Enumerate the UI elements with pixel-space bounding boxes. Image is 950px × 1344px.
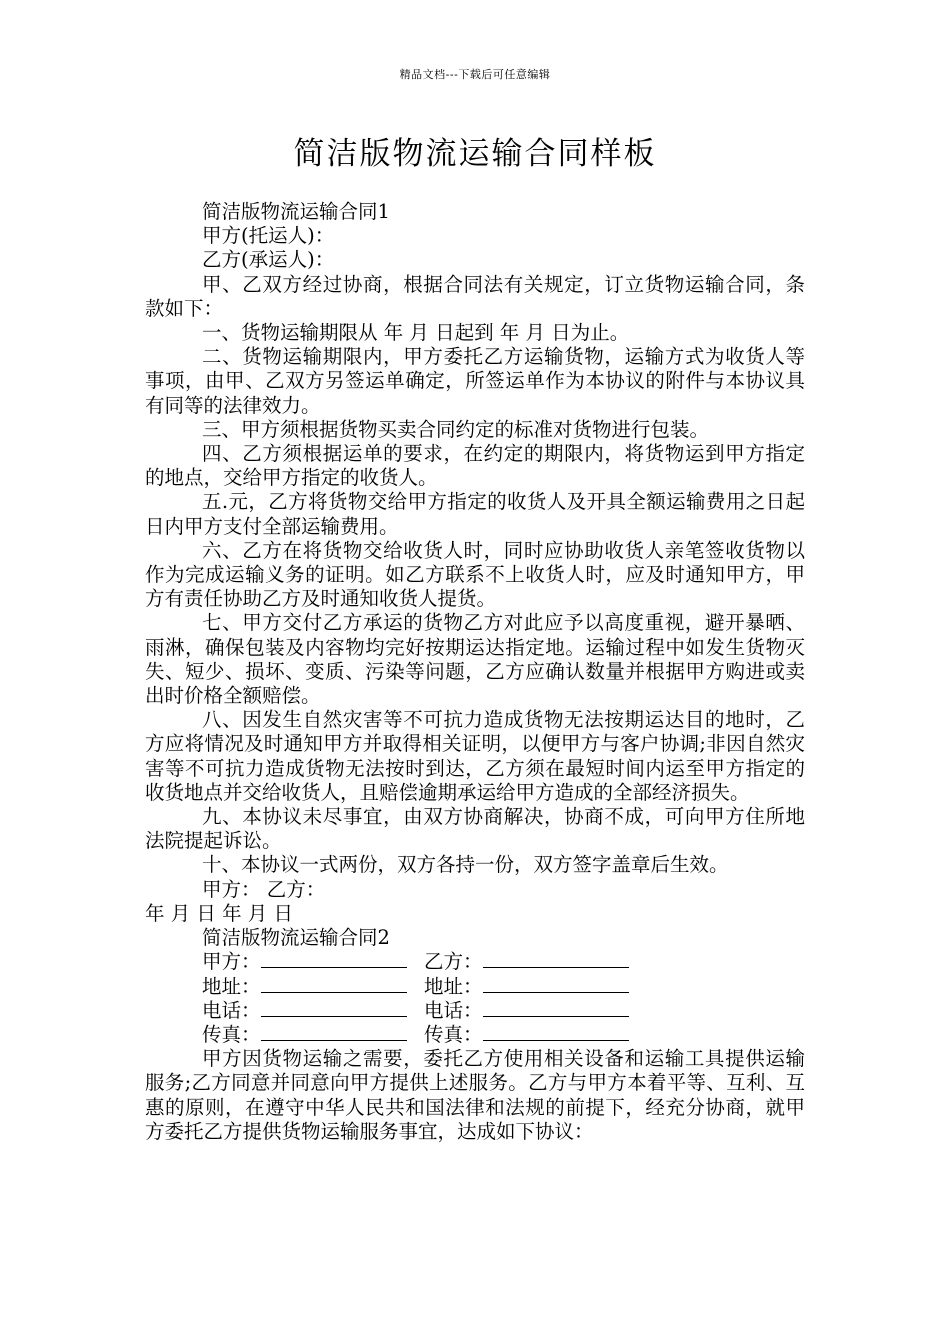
clause-2: 二、货物运输期限内，甲方委托乙方运输货物，运输方式为收货人等事项，由甲、乙双方另签运单确定，所签运单作为本协议的附件与本协议具有同等的法律效力。	[145, 345, 805, 417]
field-row-fax	[145, 1023, 805, 1047]
contract1-party-b: 乙方(承运人)：	[202, 248, 335, 272]
clause-3: 三、甲方须根据货物买卖合同约定的标准对货物进行包装。	[202, 417, 710, 441]
field-label-address-b: 地址：	[424, 974, 483, 998]
document-title: 简洁版物流运输合同样板	[293, 136, 657, 172]
contract1-heading: 简洁版物流运输合同1	[202, 200, 390, 223]
clause-8: 八、因发生自然灾害等不可抗力造成货物无法按期运达目的地时，乙方应将情况及时通知甲方并取得相关证明，以便甲方与客户协调;非因自然灾害等不可抗力造成货物无法按时到达，乙方须在最短时间内运至甲方指定的收货地点并交给收货人，且赔偿逾期承运给甲方造成的全部经济损失。	[145, 708, 805, 804]
field-row-phone	[145, 999, 805, 1023]
field-label-phone-b: 电话：	[424, 998, 483, 1022]
clause-5: 五.元，乙方将货物交给甲方指定的收货人及开具全额运输费用之日起 日内甲方支付全部运输费用。	[145, 490, 805, 538]
contract1-intro: 甲、乙双方经过协商，根据合同法有关规定，订立货物运输合同，条款如下：	[145, 272, 805, 320]
field-label-fax-a: 传真：	[202, 1022, 261, 1046]
field-label-party-a: 甲方：	[202, 950, 261, 974]
field-label-phone-a: 电话：	[202, 998, 261, 1022]
field-row-address	[145, 975, 805, 999]
clause-4: 四、乙方须根据运单的要求，在约定的期限内，将货物运到甲方指定的地点，交给甲方指定的收货人。	[145, 442, 805, 490]
blank-line	[483, 1024, 629, 1041]
clause-9: 九、本协议未尽事宜，由双方协商解决，协商不成，可向甲方住所地法院提起诉讼。	[145, 805, 805, 853]
field-label-fax-b: 传真：	[424, 1022, 483, 1046]
blank-line	[483, 951, 629, 968]
blank-line	[261, 1024, 407, 1041]
clause-7: 七、甲方交付乙方承运的货物乙方对此应予以高度重视，避开暴晒、雨淋，确保包装及内容物均完好按期运达指定地。运输过程中如发生货物灭失、短少、损坏、变质、污染等问题，乙方应确认数量并根据甲方购进或卖出时价格全额赔偿。	[145, 611, 805, 708]
field-row-party	[145, 950, 805, 974]
blank-line	[483, 976, 629, 993]
date-line: 年 月 日 年 月 日	[145, 901, 293, 925]
blank-line	[261, 976, 407, 993]
blank-line	[261, 1000, 407, 1017]
clause-10: 十、本协议一式两份，双方各持一份，双方签字盖章后生效。	[202, 853, 729, 877]
clause-6: 六、乙方在将货物交给收货人时，同时应协助收货人亲笔签收货物以作为完成运输义务的证明。如乙方联系不上收货人时，应及时通知甲方，甲方有责任协助乙方及时通知收货人提货。	[145, 538, 805, 611]
field-label-party-b: 乙方：	[424, 950, 483, 974]
signature-line: 甲方： 乙方：	[202, 877, 326, 901]
contract2-heading: 简洁版物流运输合同2	[202, 926, 390, 950]
header-note: 精品文档---下载后可任意编辑	[399, 68, 551, 81]
clause-1: 一、货物运输期限从 年 月 日起到 年 月 日为止。	[202, 321, 630, 345]
blank-line	[483, 1000, 629, 1017]
contract1-party-a: 甲方(托运人)：	[202, 224, 335, 248]
field-label-address-a: 地址：	[202, 974, 261, 998]
document-body	[145, 200, 805, 1144]
blank-line	[261, 951, 407, 968]
contract2-intro: 甲方因货物运输之需要，委托乙方使用相关设备和运输工具提供运输服务;乙方同意并同意向甲方提供上述服务。乙方与甲方本着平等、互利、互惠的原则，在遵守中华人民共和国法律和法规的前提下，经充分协商，就甲方委托乙方提供货物运输服务事宜，达成如下协议：	[145, 1047, 805, 1143]
